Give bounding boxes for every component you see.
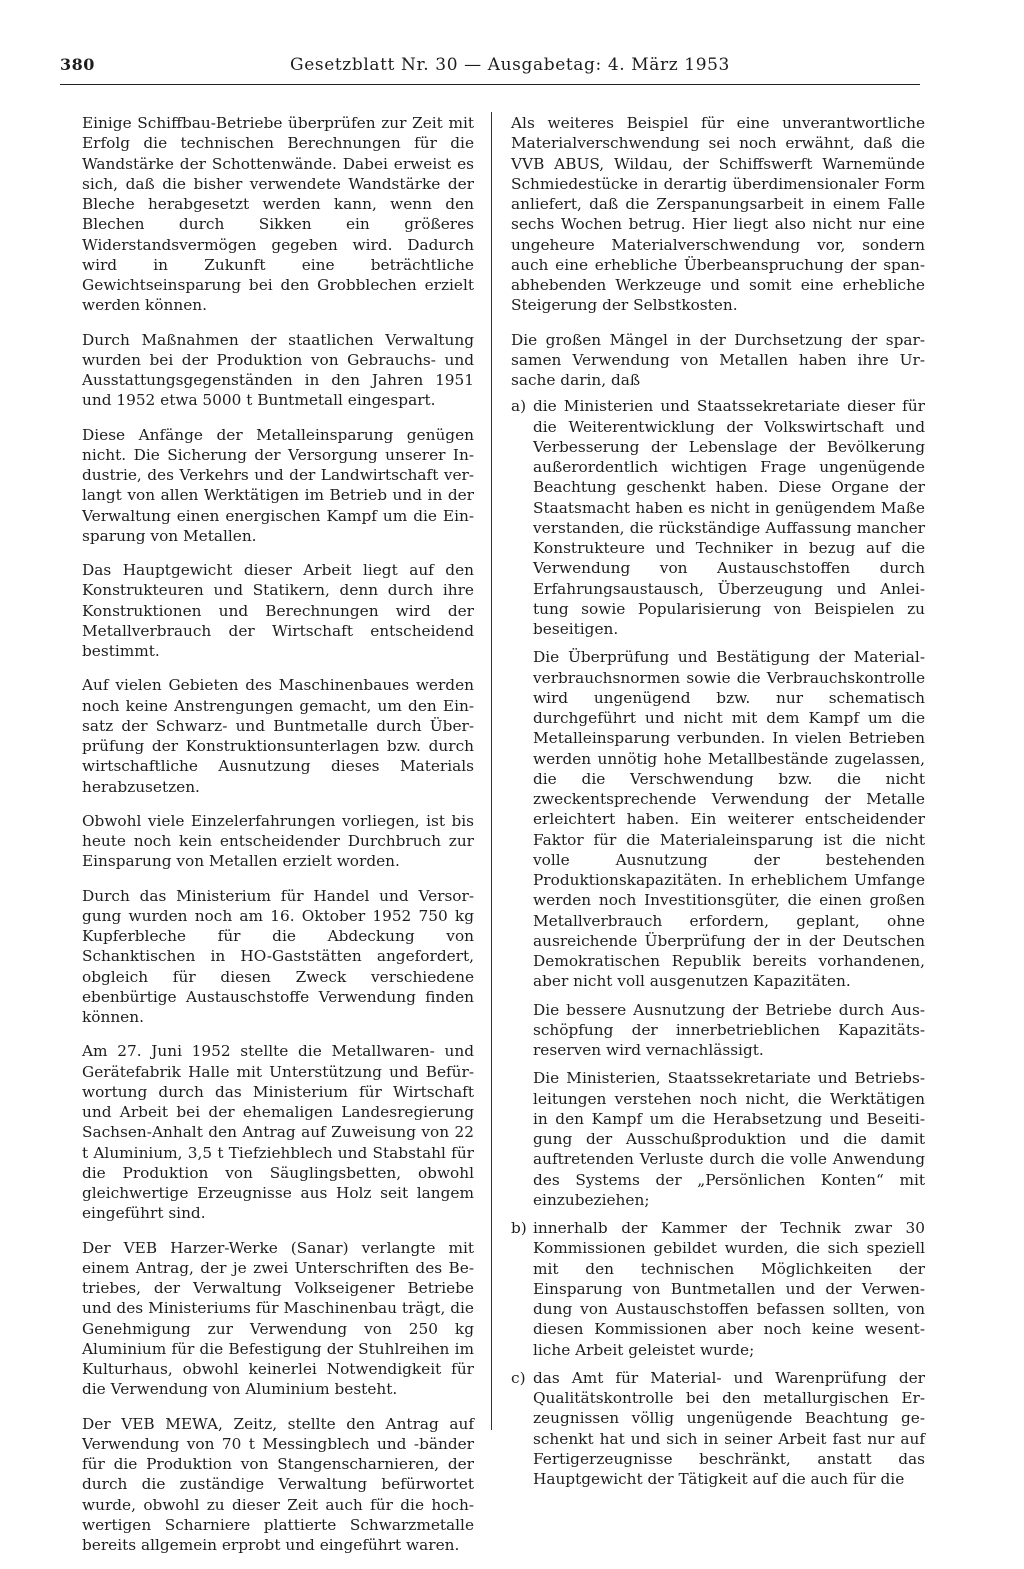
list-item-text: Die Überprüfung und Bestätigung der Materialverbrauchsnormen sowie die Verbrauchskontrolle wird ungenügend bzw. nur schematisch durchgeführt und nicht mit dem Kampf um die Metalleinsparung verbunden. In vielen Betrieben werden unnötig hohe Metallbestände zugelassen, die die Verschwendung bzw. die nicht zweckentsprechende Verwendung der Metalle erleichtert haben. Ein weiterer entscheidender Faktor für die Materialeinsparung ist die nicht volle Ausnutzung der bestehenden Produktionskapazitäten. In erheblichem Umfange werden noch Investitionsgüter, die einen großen Metallverbrauch erfordern, geplant, ohne ausreichende Überprüfung der in der Deutschen Demokratischen Republik bereits vorhandenen, aber nicht voll ausgenutzen Kapazitäten.	[533, 648, 925, 991]
paragraph: Durch das Ministerium für Handel und Versorgung wurden noch am 16. Oktober 1952 750 kg Kupferbleche für die Abdeckung von Schanktischen in HO-Gaststätten angefordert, obgleich für diesen Zweck verschiedene ebenbürtige Austauschstoffe Verwendung finden können.	[82, 886, 474, 1026]
gazette-title: Gesetzblatt Nr. 30 — Ausgabetag: 4. März 1953	[290, 55, 730, 75]
paragraph: Das Hauptgewicht dieser Arbeit liegt auf den Konstrukteuren und Statikern, denn durch ihre Konstruktionen und Berechnungen wird der Metallverbrauch der Wirtschaft entscheidend bestimmt.	[82, 561, 474, 660]
list-item-text: Die Ministerien, Staatssekretariate und Betriebsleitungen verstehen noch nicht, die Werktätigen in den Kampf um die Herabsetzung und Beseitigung der Ausschußproduktion und die damit auftretenden Verluste durch die volle Anwendung des Systems der „Persönlichen Konten“ mit einzubeziehen;	[533, 1069, 925, 1209]
paragraph: Der VEB Harzer-Werke (Sanar) verlangte mit einem Antrag, der je zwei Unterschriften des Betriebes, der Verwaltung Volkseigener Betriebe und des Ministeriums für Maschinenbau trägt, die Genehmigung zur Verwendung von 250 kg Aluminium für die Befestigung der Stuhlreihen im Kulturhaus, obwohl keinerlei Notwendigkeit für die Verwendung von Aluminium besteht.	[82, 1238, 474, 1399]
paragraph: Obwohl viele Einzelerfahrungen vorliegen, ist bis heute noch kein entscheidender Durchbruch zur Einsparung von Metallen erzielt worden.	[82, 811, 474, 871]
header-rule	[60, 84, 920, 85]
list-item-text: das Amt für Material- und Warenprüfung der Qualitätskontrolle bei den metallurgischen Erzeugnissen völlig ungenügende Beachtung geschenkt hat und sich in seiner Arbeit fast nur auf Fertigerzeugnisse beschränkt, anstatt das Hauptgewicht der Tätigkeit auf die auch für die	[533, 1368, 925, 1488]
list-marker: c)	[511, 1368, 526, 1387]
paragraph: Als weiteres Beispiel für eine unverantwortliche Materialverschwendung sei noch erwähnt, daß die VVB ABUS, Wildau, der Schiffswerft Warnemünde Schmiedestücke in derartig überdimensionaler Form anliefert, daß die Zerspanungsarbeit in einem Falle sechs Wochen betrug. Hier liegt also nicht nur eine ungeheure Materialverschwendung vor, sondern auch eine erhebliche Überbeanspruchung der spanabhebenden Werkzeuge und somit eine erhebliche Steigerung der Selbstkosten.	[511, 114, 925, 315]
page-header	[60, 55, 960, 87]
paragraph: Einige Schiffbau-Betriebe überprüfen zur Zeit mit Erfolg die technischen Berechnungen für die Wandstärke der Schottenwände. Dabei erweist es sich, daß die bisher verwendete Wandstärke der Bleche herabgesetzt werden kann, wenn den Blechen durch Sikken ein größeres Widerstandsvermögen gegeben wird. Dadurch wird in Zukunft eine beträchtliche Gewichtseinsparung bei den Grobblechen erzielt werden können.	[82, 114, 474, 315]
list-item-text: die Ministerien und Staatssekretariate dieser für die Weiterentwicklung der Volkswirtschaft und Verbesserung der Lebenslage der Bevölkerung außerordentlich wichtigen Frage ungenügende Beachtung geschenkt haben. Diese Organe der Staatsmacht haben es nicht in genügendem Maße verstanden, die rückständige Auffassung mancher Konstrukteure und Techniker in bezug auf die Verwendung von Austauschstoffen durch Erfahrungsaustausch, Überzeugung und Anleitung sowie Popularisierung von Beispielen zu beseitigen.	[533, 397, 925, 638]
list-item-a	[511, 396, 925, 1210]
paragraph: Am 27. Juni 1952 stellte die Metallwaren- und Gerätefabrik Halle mit Unterstützung und Befürwortung durch das Ministerium für Wirtschaft und Arbeit bei der ehemaligen Landesregierung Sachsen-Anhalt den Antrag auf Zuweisung von 22 t Aluminium, 3,5 t Tiefziehblech und Stabstahl für die Produktion von Säuglingsbetten, obwohl gleichwertige Erzeugnisse aus Holz seit langem eingeführt sind.	[82, 1042, 474, 1223]
list-item-text: innerhalb der Kammer der Technik zwar 30 Kommissionen gebildet wurden, die sich speziell mit den technischen Möglichkeiten der Einsparung von Buntmetallen und der Verwendung von Austauschstoffen befassen sollten, von diesen Kommissionen aber noch keine wesentliche Arbeit geleistet wurde;	[533, 1219, 925, 1359]
right-column	[511, 113, 925, 1491]
paragraph: Diese Anfänge der Metalleinsparung genügen nicht. Die Sicherung der Versorgung unserer Industrie, des Verkehrs und der Landwirtschaft verlangt von allen Werktätigen im Betrieb und in der Verwaltung einen energischen Kampf um die Einsparung von Metallen.	[82, 425, 474, 545]
left-column	[82, 113, 474, 1569]
page-number: 380	[60, 55, 95, 74]
list-item-text: Die bessere Ausnutzung der Betriebe durch Ausschöpfung der innerbetrieblichen Kapazitätsreserven wird vernachlässigt.	[533, 1000, 925, 1059]
list-item-c	[511, 1368, 925, 1490]
paragraph: Der VEB MEWA, Zeitz, stellte den Antrag auf Verwendung von 70 t Messingblech und -bänder für die Produktion von Stangenscharnieren, der durch die zuständige Verwaltung befürwortet wurde, obwohl zu dieser Zeit auch für die hochwertigen Scharniere plattierte Schwarzmetalle bereits allgemein erprobt und eingeführt waren.	[82, 1414, 474, 1554]
list-marker: b)	[511, 1219, 527, 1237]
column-divider	[491, 112, 492, 1430]
paragraph: Durch Maßnahmen der staatlichen Verwaltung wurden bei der Produktion von Gebrauchs- und Ausstattungsgegenständen in den Jahren 1951 und 1952 etwa 5000 t Buntmetall eingespart.	[82, 330, 474, 410]
paragraph: Die großen Mängel in der Durchsetzung der sparsamen Verwendung von Metallen haben ihre Ursache darin, daß	[511, 330, 925, 389]
list-marker: a)	[511, 397, 527, 416]
paragraph: Auf vielen Gebieten des Maschinenbaues werden noch keine Anstrengungen gemacht, um den Einsatz der Schwarz- und Buntmetalle durch Überprüfung der Konstruktionsunterlagen bzw. durch wirtschaftliche Ausnutzung dieses Materials herabzusetzen.	[82, 676, 474, 796]
list-item-b	[511, 1218, 925, 1360]
